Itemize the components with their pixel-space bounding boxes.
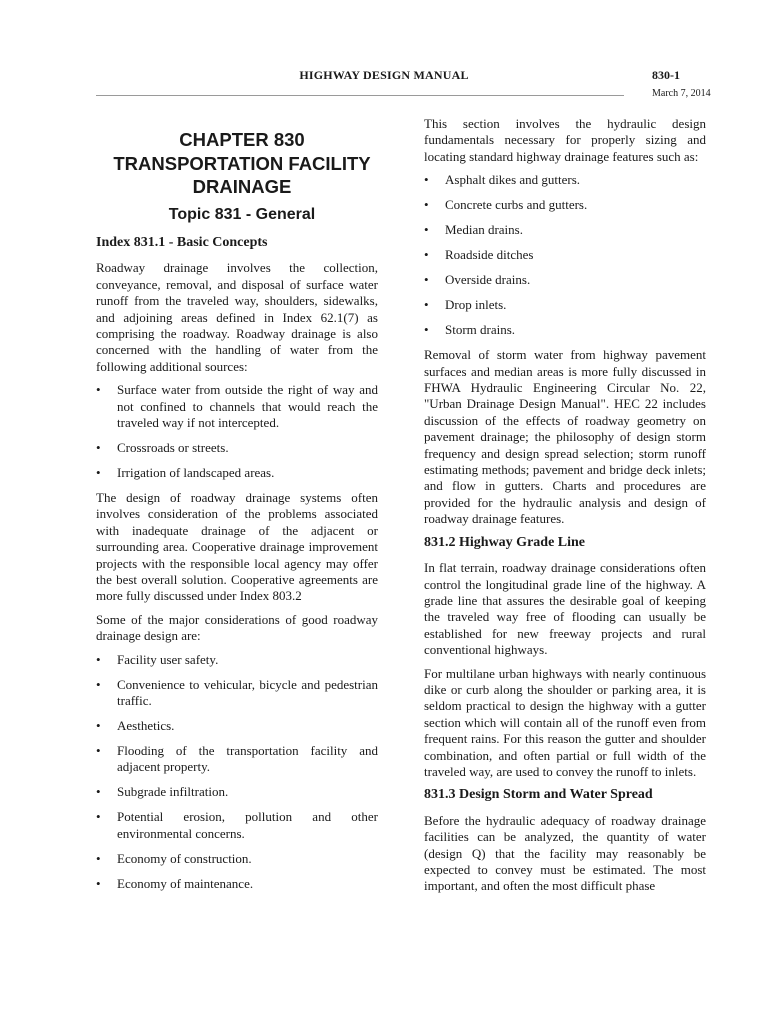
bullet-icon: • <box>96 464 101 480</box>
list-item: • Aesthetics. <box>96 718 175 734</box>
bullet-icon: • <box>96 382 101 398</box>
bullet-icon: • <box>424 297 429 313</box>
paragraph: Some of the major considerations of good roadway drainage design are: <box>96 611 378 644</box>
section-heading: 831.2 Highway Grade Line <box>424 534 586 550</box>
list-item: • Crossroads or streets. <box>96 439 229 455</box>
bullet-icon: • <box>96 743 101 759</box>
bullet-icon: • <box>424 197 429 213</box>
list-item: • Asphalt dikes and gutters. <box>424 172 581 188</box>
section-heading: 831.3 Design Storm and Water Spread <box>424 787 653 803</box>
paragraph: Removal of storm water from highway pavement surfaces and median areas is more fully discussed in FHWA Hydraulic Engineering Circular No. 22, "Urban Drainage Design Manual". HEC 22 includes discussion of the effects of roadway geometry on pavement drainage; the philosophy of design storm frequency and design spread selection; storm runoff estimating methods; pavement and bridge deck inlets; and flow in gutters. Charts and procedures are provided for the hydraulic analysis and design of roadway drainage features. <box>424 347 706 527</box>
left-column <box>96 124 378 901</box>
list-item: • Overside drains. <box>424 272 531 288</box>
bullet-icon: • <box>96 439 101 455</box>
list-item: • Facility user safety. <box>96 651 219 667</box>
bullet-icon: • <box>424 172 429 188</box>
bullet-icon: • <box>424 247 429 263</box>
list-item: • Roadside ditches <box>424 247 534 263</box>
bullet-icon: • <box>424 222 429 238</box>
list-item: • Flooding of the transportation facility and adjacent property. <box>96 743 378 775</box>
sources-list <box>96 382 378 481</box>
list-item: • Potential erosion, pollution and other environmental concerns. <box>96 809 378 841</box>
list-item: • Concrete curbs and gutters. <box>424 197 588 213</box>
list-item: • Subgrade infiltration. <box>96 784 229 800</box>
header-divider <box>96 95 624 96</box>
paragraph: In flat terrain, roadway drainage considerations often control the longitudinal grade line of the highway. A grade line that assures the desirable goal of keeping the traveled way free of flooding can usually be established for new freeway projects and rural conventional highways. <box>424 560 706 658</box>
paragraph: This section involves the hydraulic design fundamentals necessary for properly sizing and locating standard highway drainage features such as: <box>424 116 706 164</box>
list-item: • Convenience to vehicular, bicycle and pedestrian traffic. <box>96 676 378 709</box>
list-item: • Median drains. <box>424 222 523 238</box>
paragraph: Roadway drainage involves the collection, conveyance, removal, and disposal of surface water runoff from the traveled way, shoulders, sidewalks, and adjoining areas defined in Index 62.1(7) as comprising the roadway. Roadway drainage is also concerned with the handling of water from the following additional sources: <box>96 260 378 374</box>
list-item: • Surface water from outside the right of way and not confined to channels that would reach the traveled way if not intercepted. <box>96 382 378 430</box>
bullet-icon: • <box>96 718 101 734</box>
bullet-icon: • <box>96 875 101 891</box>
topic-heading: Topic 831 - General <box>168 205 316 223</box>
chapter-title-line: DRAINAGE <box>192 176 292 197</box>
right-column <box>424 116 706 902</box>
bullet-icon: • <box>96 809 101 825</box>
list-item: • Economy of construction. <box>96 850 252 866</box>
chapter-title-line: TRANSPORTATION FACILITY <box>113 152 371 174</box>
features-list <box>424 172 706 338</box>
bullet-icon: • <box>96 676 101 692</box>
bullet-icon: • <box>424 272 429 288</box>
list-item: • Irrigation of landscaped areas. <box>96 464 275 480</box>
list-item: • Economy of maintenance. <box>96 875 254 891</box>
paragraph: Before the hydraulic adequacy of roadway drainage facilities can be analyzed, the quantity of water (design Q) that the facility may reasonably be expected to convey must be estimated. The most important, and often the most difficult phase <box>424 812 706 894</box>
manual-title: HIGHWAY DESIGN MANUAL <box>299 68 469 82</box>
chapter-title-line: CHAPTER 830 <box>179 129 305 150</box>
revision-date: March 7, 2014 <box>652 88 711 99</box>
list-item: • Drop inlets. <box>424 297 507 313</box>
paragraph: For multilane urban highways with nearly continuous dike or curb along the shoulder or parking area, it is seldom practical to design the highway with a gutter section which will contain all of the runoff even from frequent rains. For this reason the gutter and shoulder combination, and often partial or full width of the traveled way, are used to convey the runoff to inlets. <box>424 665 706 779</box>
page-number: 830-1 <box>652 68 680 82</box>
list-item: • Storm drains. <box>424 322 516 338</box>
bullet-icon: • <box>96 651 101 667</box>
chapter-title <box>96 128 378 199</box>
paragraph: The design of roadway drainage systems often involves consideration of the problems associated with inadequate drainage of the adjacent or surrounding area. Cooperative drainage improvement projects with the responsible local agency may offer the best overall solution. Cooperative agreements are more fully discussed under Index 803.2 <box>96 489 378 604</box>
considerations-list <box>96 652 378 893</box>
bullet-icon: • <box>424 322 429 338</box>
index-heading: Index 831.1 - Basic Concepts <box>96 234 268 250</box>
bullet-icon: • <box>96 850 101 866</box>
bullet-icon: • <box>96 784 101 800</box>
